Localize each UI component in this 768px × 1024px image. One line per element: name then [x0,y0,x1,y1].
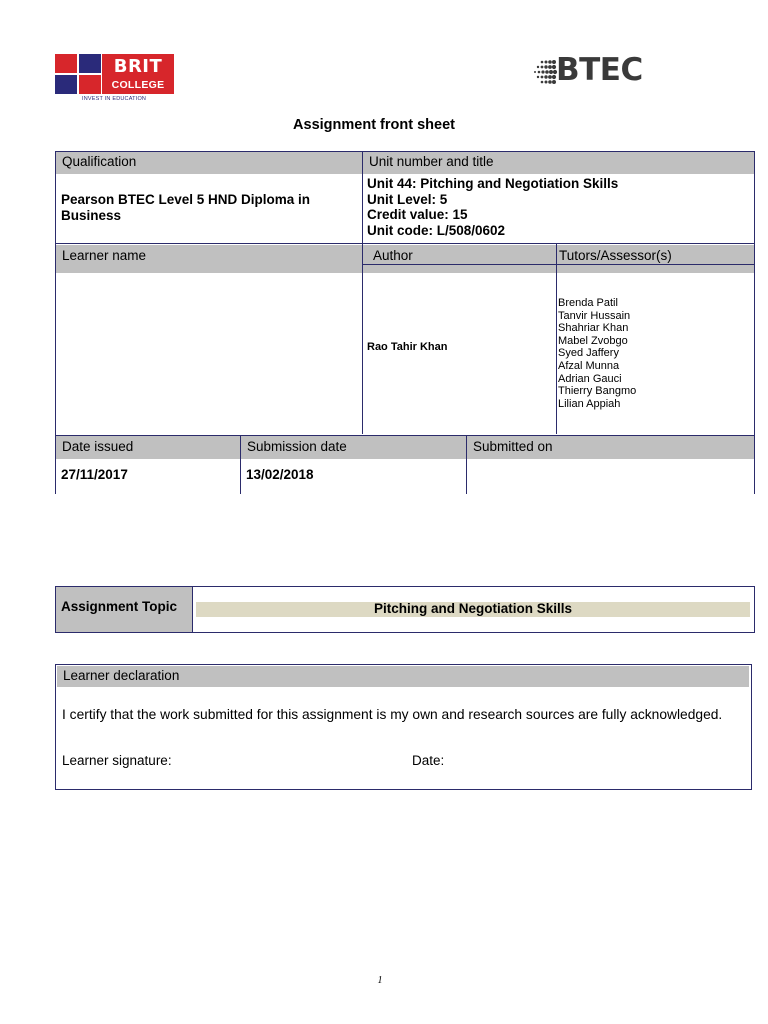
learner-signature-label: Learner signature: [62,753,172,768]
tutor-name: Thierry Bangmo [558,385,637,398]
author-value: Rao Tahir Khan [367,341,448,353]
declaration-text: I certify that the work submitted for this assignment is my own and research sources are fully acknowledged. [62,707,723,722]
unit-code: Unit code: L/508/0602 [367,222,506,238]
table-border [754,151,755,494]
qualification-value: Pearson BTEC Level 5 HND Diploma in Business [61,192,311,223]
date-issued-label: Date issued [56,436,240,459]
topic-border [55,632,755,633]
brit-college-logo [55,54,175,104]
declaration-border [55,789,752,790]
tutor-name: Brenda Patil [558,297,618,309]
topic-border [754,586,755,633]
btec-dots-icon [532,58,558,88]
btec-wordmark: BTEC [556,52,643,88]
assignment-topic-label: Assignment Topic [56,587,192,632]
table-border [55,243,755,244]
brit-grid-icon [55,54,101,94]
learner-name-value [56,276,362,434]
learner-name-label: Learner name [56,245,362,273]
unit-level: Unit Level: 5 [367,191,448,207]
brit-wordmark [102,54,174,94]
topic-border [55,586,56,633]
submission-date-label: Submission date [241,436,466,459]
declaration-border [55,664,56,790]
unit-title: Unit 44: Pitching and Negotiation Skills [367,176,619,191]
page-number: 1 [377,975,383,986]
table-border [55,151,56,494]
unit-credit: Credit value: 15 [367,207,468,222]
table-border [466,435,467,494]
tutors-label: Tutors/Assessor(s) [557,245,754,273]
tutor-name: Syed Jaffery [558,347,619,360]
tutor-name: Tanvir Hussain [558,309,631,322]
table-border [556,244,557,434]
submitted-on-label: Submitted on [467,436,754,459]
qualification-label: Qualification [56,152,362,174]
topic-border [192,586,193,633]
table-border [55,151,755,152]
tutor-name: Adrian Gauci [558,372,622,385]
declaration-date-label: Date: [412,753,445,768]
unit-label: Unit number and title [363,152,754,174]
btec-logo [532,52,672,96]
declaration-label: Learner declaration [57,666,749,687]
table-border [362,151,363,434]
page-title: Assignment front sheet [293,117,455,133]
date-issued-value: 27/11/2017 [61,467,128,482]
table-border [362,264,755,265]
tutor-list [558,297,636,410]
brit-tagline: INVEST IN EDUCATION [82,96,147,102]
declaration-border [55,664,752,665]
topic-border [55,586,755,587]
table-border [55,435,755,436]
tutor-name: Shahriar Khan [558,322,629,335]
tutor-name: Mabel Zvobgo [558,334,628,347]
assignment-topic-value: Pitching and Negotiation Skills [373,601,573,616]
tutor-name: Lilian Appiah [558,397,621,410]
tutor-name: Afzal Munna [558,359,620,372]
declaration-border [751,664,752,790]
table-border [240,435,241,494]
author-label: Author [363,245,556,273]
brit-word: BRIT [113,56,163,77]
brit-college-word: COLLEGE [111,79,165,91]
submission-date-value: 13/02/2018 [246,467,314,482]
unit-details [363,176,754,238]
